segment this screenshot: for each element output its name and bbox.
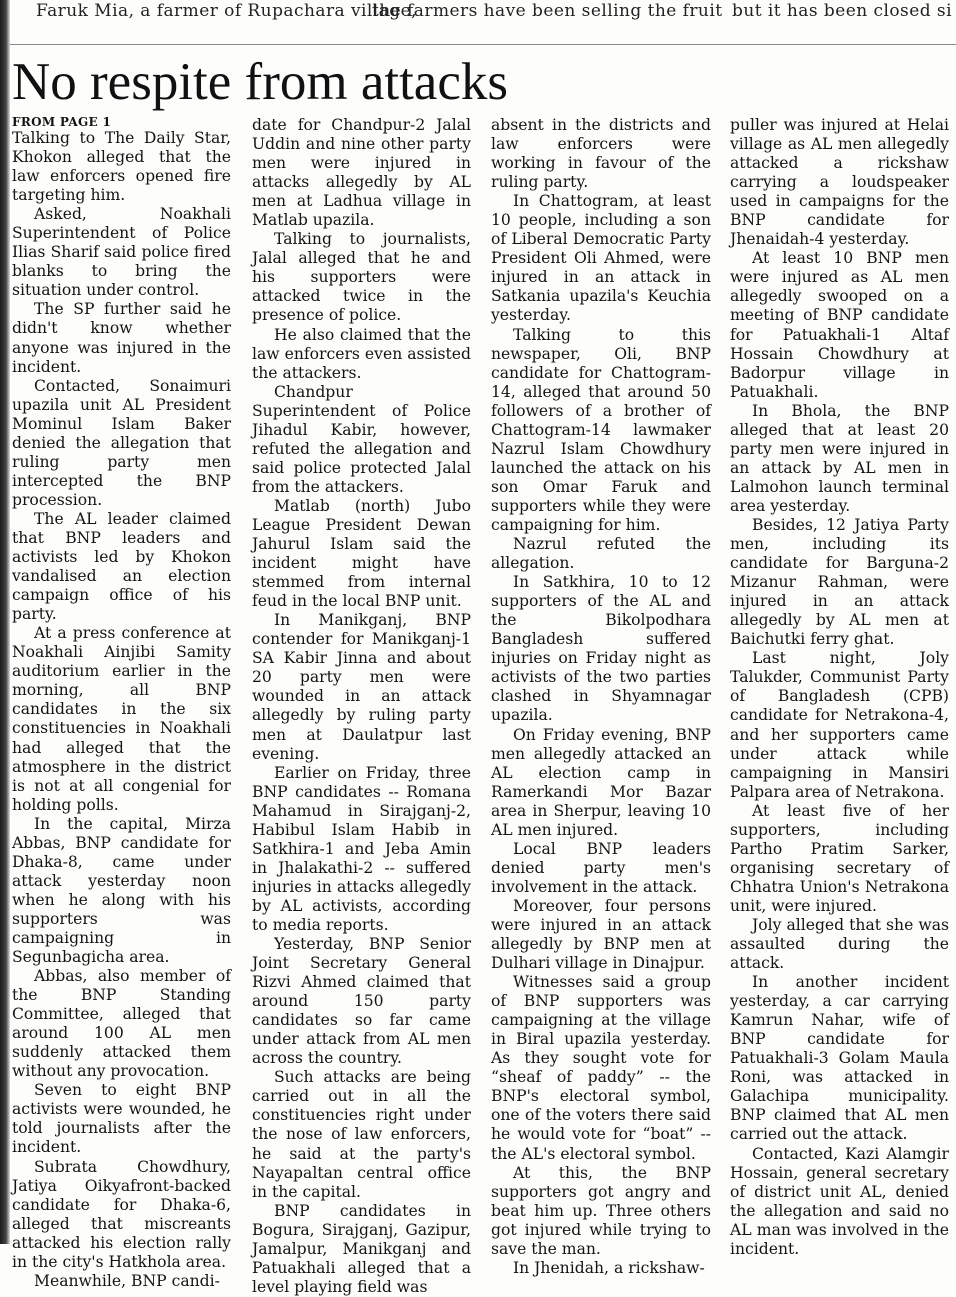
paragraph: The AL leader claimed that BNP leaders and activists led by Khokon vandalised an election campaign office of his party. (12, 509, 231, 624)
paragraph: Witnesses said a group of BNP supporters was campaigning at the village in Biral upazila yesterday. As they sought vote for “sheaf of paddy” -- the BNP's electoral symbol, one of the voters there said he would vote for “boat” -- the AL's electoral symbol. (491, 973, 711, 1163)
paragraph: date for Chandpur-2 Jalal Uddin and nine other party men were injured in attacks allegedly by AL men at Ladhua village in Matlab upazila. (252, 116, 471, 230)
paragraph: In Chattogram, at least 10 people, including a son of Liberal Democratic Party President Oli Ahmed, were injured in an attack in Satkania upazila's Keuchia yesterday. (491, 192, 711, 325)
paragraph: The SP further said he didn't know whether anyone was injured in the incident. (12, 300, 231, 376)
paragraph: In Bhola, the BNP alleged that at least 20 party men were injured in an attack by AL men in Lalmohon launch terminal area yesterday. (730, 401, 949, 515)
article-column-4 (730, 116, 949, 1258)
paragraph: Seven to eight BNP activists were wounded, he told journalists after the incident. (12, 1081, 231, 1157)
paragraph: Last night, Joly Talukder, Communist Party of Bangladesh (CPB) candidate for Netrakona-4, and her supporters came under attack while campaigning in Mansiri Palpara area of Netrakona. (730, 649, 949, 801)
paragraph: On Friday evening, BNP men allegedly attacked an AL election camp in Ramerkandi Mor Bazar area in Sherpur, leaving 10 AL men injured. (491, 725, 711, 839)
previous-story-line: Faruk Mia, a farmer of Rupachara village, (36, 1, 417, 21)
paragraph: In Manikganj, BNP contender for Manikganj-1 SA Kabir Jinna and about 20 party men were wounded in an attack allegedly by ruling party men at Daulatpur last evening. (252, 611, 471, 763)
paragraph: In Satkhira, 10 to 12 supporters of the AL and the Bikolpodhara Bangladesh suffered injuries on Friday night as activists of the two parties clashed in Shyamnagar upazila. (491, 573, 711, 725)
paragraph: Contacted, Kazi Alamgir Hossain, general secretary of district unit AL, denied the allegation and said no AL man was involved in the incident. (730, 1144, 949, 1258)
previous-story-line: the farmers have been selling the fruit (372, 1, 723, 21)
paragraph: In the capital, Mirza Abbas, BNP candidate for Dhaka-8, came under attack yesterday noon when he along with his supporters was campaigning in Segunbagicha area. (12, 814, 231, 967)
paragraph: Such attacks are being carried out in all the constituencies right under the nose of law enforcers, he said at the party's Nayapaltan central office in the capital. (252, 1068, 471, 1201)
paragraph: Local BNP leaders denied party men's involvement in the attack. (491, 839, 711, 896)
paragraph: Meanwhile, BNP candi- (34, 1271, 220, 1290)
paragraph: At least five of her supporters, including Partho Pratim Sarker, organising secretary of Chhatra Union's Netrakona unit, were injured. (730, 801, 949, 915)
continuation-kicker: FROM PAGE 1 (12, 115, 112, 129)
paragraph: At a press conference at Noakhali Ainjibi Samity auditorium earlier in the morning, all BNP candidates in the six constituencies in Noakhali had alleged that the atmosphere in the district is not at all congenial for holding polls. (12, 624, 231, 814)
paragraph: Talking to this newspaper, Oli, BNP candidate for Chattogram-14, alleged that around 50 followers of a brother of Chattogram-14 lawmaker Nazrul Islam Chowdhury launched the attack on his son Omar Faruk and supporters while they were campaigning for him. (491, 325, 711, 534)
paragraph: Subrata Chowdhury, Jatiya Oikyafront-backed candidate for Dhaka-6, alleged that miscreants attacked his election rally in the city's Hatkhola area. (12, 1157, 231, 1271)
article-headline: No respite from attacks (12, 53, 508, 111)
paragraph: Yesterday, BNP Senior Joint Secretary General Rizvi Ahmed claimed that around 150 party candidates so far came under attack from AL men across the country. (252, 935, 471, 1068)
page-fold-shadow (0, 0, 10, 1244)
paragraph: puller was injured at Helai village as AL men allegedly attacked a rickshaw carrying a loudspeaker used in campaigns for the BNP candidate for Jhenaidah-4 yesterday. (730, 116, 949, 249)
paragraph: Matlab (north) Jubo League President Dewan Jahurul Islam said the incident might have stemmed from internal feud in the local BNP unit. (252, 496, 471, 611)
paragraph: At least 10 BNP men were injured as AL men allegedly swooped on a meeting of BNP candidate for Patuakhali-1 Altaf Hossain Chowdhury at Badorpur village in Patuakhali. (730, 249, 949, 401)
paragraph: Joly alleged that she was assaulted during the attack. (730, 915, 949, 973)
previous-story-strip (10, 0, 956, 28)
section-divider (10, 44, 956, 45)
article-column-3 (491, 116, 711, 1277)
paragraph: Earlier on Friday, three BNP candidates -- Romana Mahamud in Sirajganj-2, Habibul Islam Habib in Satkhira-1 and Jeba Amin in Jhalakathi-2 -- suffered injuries in attacks allegedly by AL activists, according to media reports. (252, 763, 471, 934)
paragraph: Chandpur Superintendent of Police Jihadul Kabir, however, refuted the allegation and said police protected Jalal from the attackers. (252, 382, 471, 496)
paragraph: Nazrul refuted the allegation. (491, 535, 711, 573)
paragraph: He also claimed that the law enforcers even assisted the attackers. (252, 325, 471, 382)
paragraph: In Jhenidah, a rickshaw- (513, 1258, 705, 1277)
paragraph: Talking to The Daily Star, Khokon alleged that the law enforcers opened fire targeting him. (12, 129, 231, 205)
paragraph: Talking to journalists, Jalal alleged that he and his supporters were attacked twice in the presence of police. (252, 230, 471, 325)
previous-story-line: but it has been closed si (732, 1, 952, 21)
paragraph: Abbas, also member of the BNP Standing Committee, alleged that around 100 AL men suddenly attacked them without any provocation. (12, 967, 231, 1081)
article-column-1 (12, 115, 231, 1290)
paragraph: At this, the BNP supporters got angry and beat him up. Three others got injured while trying to save the man. (491, 1163, 711, 1258)
article-column-2 (252, 116, 471, 1296)
paragraph: Besides, 12 Jatiya Party men, including its candidate for Barguna-2 Mizanur Rahman, were injured in an attack allegedly by AL men at Baichutki ferry ghat. (730, 515, 949, 649)
paragraph: BNP candidates in Bogura, Sirajganj, Gazipur, Jamalpur, Manikganj and Patuakhali alleged that a level playing field was (252, 1201, 471, 1296)
paragraph: Moreover, four persons were injured in an attack allegedly by BNP men at Dulhari village in Dinajpur. (491, 896, 711, 973)
paragraph: absent in the districts and law enforcers were working in favour of the ruling party. (491, 116, 711, 192)
paragraph: Contacted, Sonaimuri upazila unit AL President Mominul Islam Baker denied the allegation that ruling party men intercepted the BNP procession. (12, 376, 231, 509)
paragraph: Asked, Noakhali Superintendent of Police Ilias Sharif said police fired blanks to bring the situation under control. (12, 205, 231, 300)
paragraph: In another incident yesterday, a car carrying Kamrun Nahar, wife of BNP candidate for Patuakhali-3 Golam Maula Roni, was attacked in Galachipa municipality. BNP claimed that AL men carried out the attack. (730, 973, 949, 1144)
